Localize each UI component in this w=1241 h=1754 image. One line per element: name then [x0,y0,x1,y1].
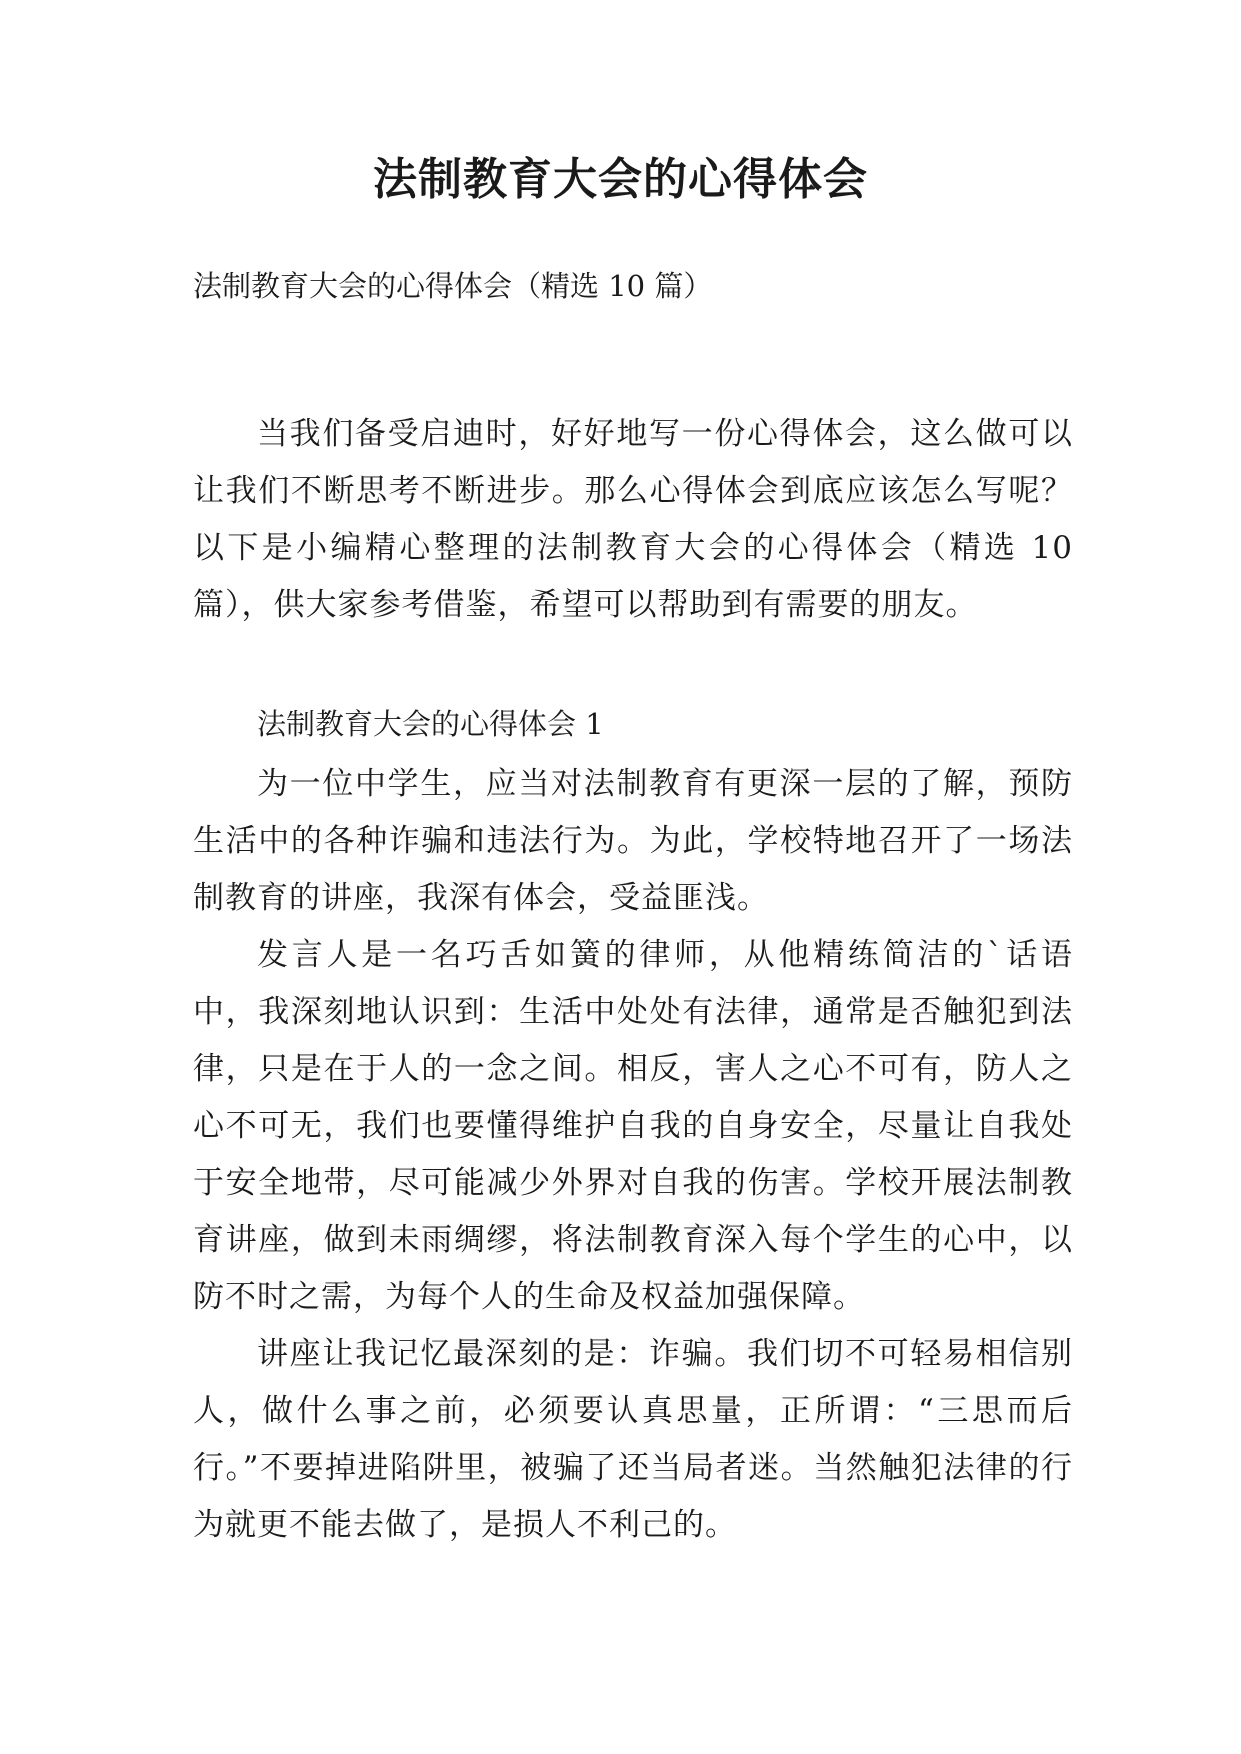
document-subtitle: 法制教育大会的心得体会（精选 10 篇） [193,269,713,303]
section-body [193,756,1073,1554]
body-paragraph-2: 发言人是一名巧舌如簧的律师，从他精练简洁的`话语中，我深刻地认识到：生活中处处有法律，通常是否触犯到法律，只是在于人的一念之间。相反，害人之心不可有，防人之心不可无，我们也要懂得维护自我的自身安全，尽量让自我处于安全地带，尽可能减少外界对自我的伤害。学校开展法制教育讲座，做到未雨绸缪，将法制教育深入每个学生的心中，以防不时之需，为每个人的生命及权益加强保障。 [193,937,1073,1315]
document-title: 法制教育大会的心得体会 [373,154,868,205]
body-paragraph-3: 讲座让我记忆最深刻的是：诈骗。我们切不可轻易相信别人，做什么事之前，必须要认真思量，正所谓：“三思而后行。”不要掉进陷阱里，被骗了还当局者迷。当然触犯法律的行为就更不能去做了，是损人不利己的。 [193,1336,1073,1543]
intro-paragraph: 当我们备受启迪时，好好地写一份心得体会，这么做可以让我们不断思考不断进步。那么心得体会到底应该怎么写呢？以下是小编精心整理的法制教育大会的心得体会（精选 10 篇），供大家参考借鉴，希望可以帮助到有需要的朋友。 [193,416,1073,623]
intro-block [193,406,1073,634]
body-paragraph-1: 为一位中学生，应当对法制教育有更深一层的了解，预防生活中的各种诈骗和违法行为。为此，学校特地召开了一场法制教育的讲座，我深有体会，受益匪浅。 [193,766,1073,916]
section-heading: 法制教育大会的心得体会 1 [257,707,604,741]
